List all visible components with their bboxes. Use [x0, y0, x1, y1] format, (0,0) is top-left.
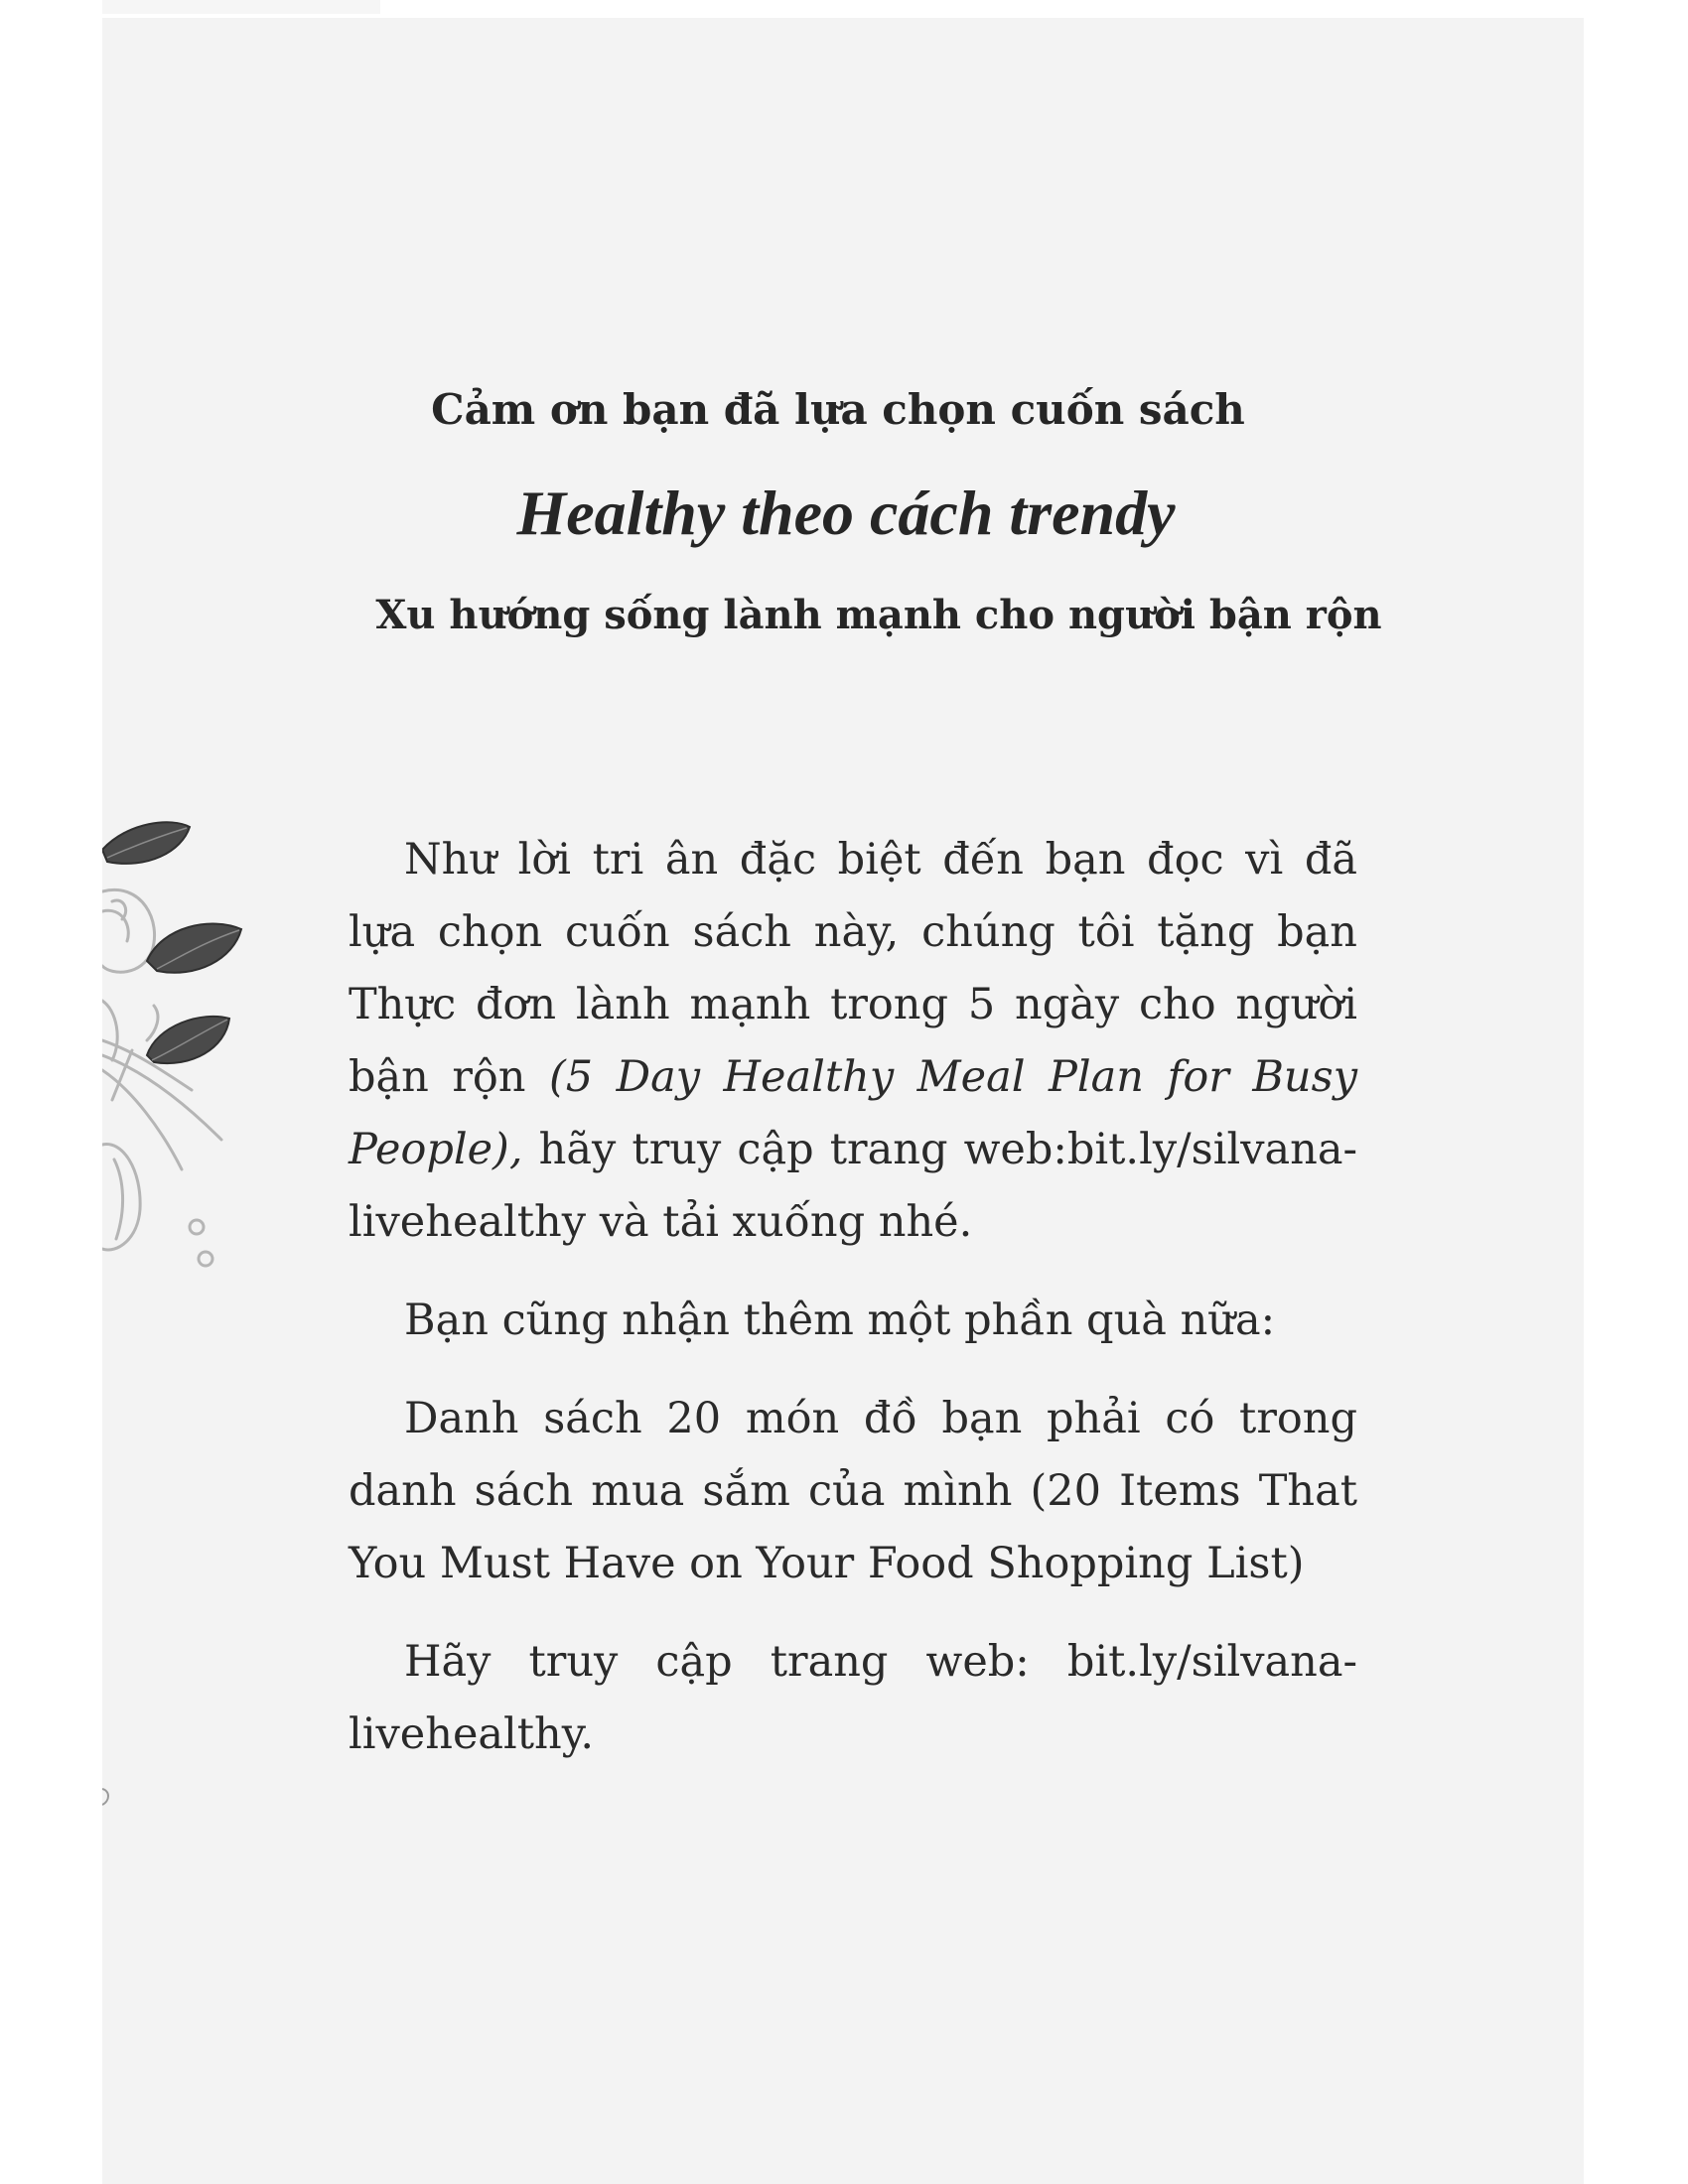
book-title: Healthy theo cách trendy — [516, 478, 1176, 548]
gift-paragraph-start: Như lời tri ân đặc biệt đến bạn đọc vì đã lựa chọn cuốn sách này, chúng tôi tặng bạn Thực đơn lành mạnh trong 5 ngày cho người bận rộn — [349, 835, 1357, 1102]
extra-gift-paragraph: Bạn cũng nhận thêm một phần quà nữa: — [404, 1296, 1276, 1345]
body-text — [349, 824, 1357, 1797]
gift-paragraph-end: hãy truy cập trang web:bit.ly/silvana-livehealthy và tải xuống nhé. — [349, 1125, 1357, 1247]
vegetable-sketch-icon — [102, 802, 301, 1318]
edge-mark-icon — [102, 1785, 114, 1809]
gift-paragraph — [349, 824, 1357, 1259]
book-subtitle: Xu hướng sống lành mạnh cho người bận rộn — [375, 592, 1382, 638]
shopping-list-paragraph: Danh sách 20 món đồ bạn phải có trong danh sách mua sắm của mình (20 Items That You Must Have on Your Food Shopping List) — [349, 1394, 1357, 1588]
thanks-line: Cảm ơn bạn đã lựa chọn cuốn sách — [431, 385, 1245, 434]
meal-plan-english-title: (5 Day Healthy Meal Plan for Busy People), — [349, 1052, 1357, 1174]
book-page — [102, 18, 1584, 2184]
visit-website-paragraph: Hãy truy cập trang web: bit.ly/silvana-livehealthy. — [349, 1637, 1357, 1759]
page-top-edge — [102, 0, 380, 14]
